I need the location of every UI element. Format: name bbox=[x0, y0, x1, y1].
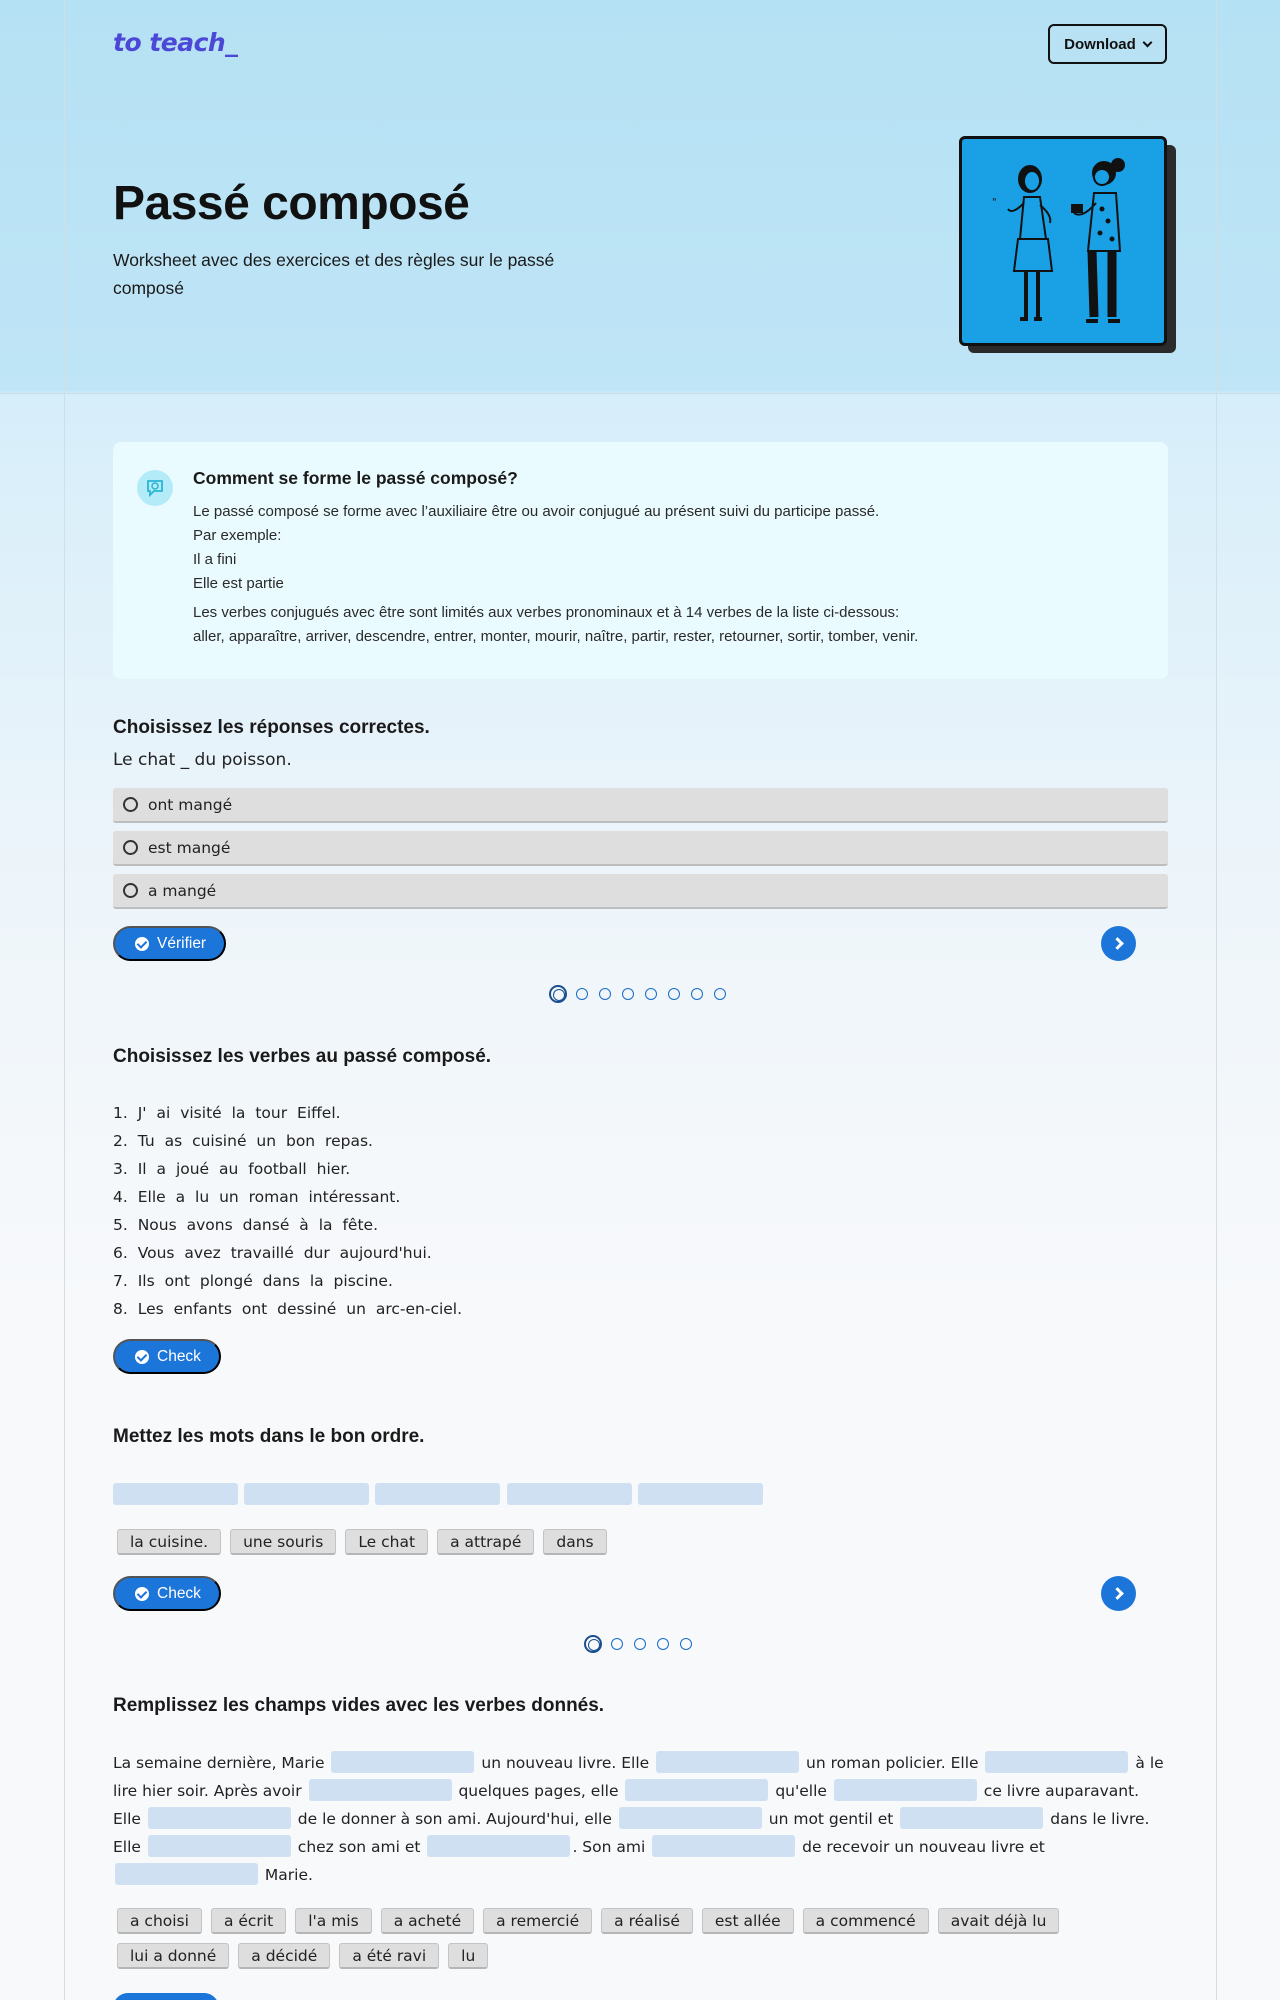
layout-guide-right bbox=[1216, 0, 1217, 2000]
rule-line: Il a fini bbox=[193, 551, 237, 568]
chevron-right-icon bbox=[1111, 1587, 1124, 1600]
text-part: ce livre auparavant. Elle bbox=[113, 1782, 1140, 1828]
check-circle-icon bbox=[135, 1587, 149, 1601]
verb-chip[interactable]: est allée bbox=[702, 1908, 794, 1934]
page-subtitle: Worksheet avec des exercices et des règles sur le passé composé bbox=[113, 250, 555, 298]
check-label: Check bbox=[157, 1584, 201, 1602]
verb-chip[interactable]: l'a mis bbox=[295, 1908, 371, 1934]
speech-bubble-icon bbox=[137, 470, 173, 506]
pager-dot[interactable] bbox=[645, 988, 657, 1000]
blank-field[interactable] bbox=[115, 1863, 258, 1885]
next-question-button[interactable] bbox=[1101, 926, 1136, 961]
word-drop-slot[interactable] bbox=[507, 1483, 632, 1505]
verb-bank bbox=[117, 1908, 1167, 1969]
word-drop-slot[interactable] bbox=[638, 1483, 763, 1505]
blank-field[interactable] bbox=[619, 1807, 762, 1829]
verb-chip[interactable]: a commencé bbox=[803, 1908, 929, 1934]
hero-divider bbox=[0, 393, 1280, 394]
text-part: qu'elle bbox=[770, 1782, 832, 1800]
selectable-sentence[interactable]: 5. Nous avons dansé à la fête. bbox=[113, 1216, 378, 1234]
selectable-sentence[interactable]: 1. J' ai visité la tour Eiffel. bbox=[113, 1104, 341, 1122]
download-label: Download bbox=[1064, 35, 1136, 53]
word-chip[interactable]: dans bbox=[543, 1529, 606, 1555]
word-bank bbox=[117, 1529, 607, 1555]
blank-field[interactable] bbox=[625, 1779, 768, 1801]
two-people-talking-illustration bbox=[962, 139, 1167, 346]
blank-field[interactable] bbox=[985, 1751, 1128, 1773]
exercise4-title: Remplissez les champs vides avec les verbes donnés. bbox=[113, 1695, 605, 1716]
rule-line: Elle est partie bbox=[193, 575, 284, 592]
verb-chip[interactable]: avait déjà lu bbox=[938, 1908, 1060, 1934]
text-part: de recevoir un nouveau livre et bbox=[797, 1838, 1045, 1856]
fill-in-paragraph bbox=[113, 1749, 1168, 1889]
rule-title: Comment se forme le passé composé? bbox=[193, 468, 518, 488]
blank-field[interactable] bbox=[148, 1835, 291, 1857]
blank-field[interactable] bbox=[900, 1807, 1043, 1829]
word-chip[interactable]: a attrapé bbox=[437, 1529, 534, 1555]
verb-chip[interactable]: a acheté bbox=[381, 1908, 474, 1934]
site-logo[interactable]: to teach_ bbox=[113, 28, 238, 57]
selectable-sentence[interactable]: 2. Tu as cuisiné un bon repas. bbox=[113, 1132, 373, 1150]
pager-dot-active[interactable] bbox=[549, 985, 567, 1003]
blank-field[interactable] bbox=[309, 1779, 452, 1801]
pager-dot[interactable] bbox=[611, 1638, 623, 1650]
text-part: . Son ami bbox=[572, 1838, 651, 1856]
pager-dot[interactable] bbox=[691, 988, 703, 1000]
rule-line: Le passé composé se forme avec l’auxiliaire être ou avoir conjugué au présent suivi du participe passé. bbox=[193, 503, 880, 520]
word-chip[interactable]: une souris bbox=[230, 1529, 336, 1555]
verb-chip[interactable]: lu bbox=[448, 1943, 488, 1969]
pager-dot[interactable] bbox=[634, 1638, 646, 1650]
hero-illustration bbox=[959, 136, 1167, 346]
rule-line: aller, apparaître, arriver, descendre, entrer, monter, mourir, naître, partir, rester, retourner, sortir, tomber, venir. bbox=[193, 628, 919, 645]
radio-icon[interactable] bbox=[123, 883, 138, 898]
selectable-sentence[interactable]: 8. Les enfants ont dessiné un arc-en-ciel. bbox=[113, 1300, 463, 1318]
pager-dot[interactable] bbox=[599, 988, 611, 1000]
pager-dot[interactable] bbox=[576, 988, 588, 1000]
blank-field[interactable] bbox=[427, 1835, 570, 1857]
text-part: un roman policier. Elle bbox=[801, 1754, 984, 1772]
option-label: ont mangé bbox=[148, 795, 233, 814]
word-drop-slot[interactable] bbox=[113, 1483, 238, 1505]
svg-text:": " bbox=[992, 197, 997, 208]
check-label: Check bbox=[157, 1347, 201, 1365]
blank-field[interactable] bbox=[331, 1751, 474, 1773]
word-chip[interactable]: Le chat bbox=[345, 1529, 428, 1555]
exercise3-pager bbox=[584, 1635, 692, 1653]
verb-chip[interactable]: a remercié bbox=[483, 1908, 592, 1934]
pager-dot-active[interactable] bbox=[584, 1635, 602, 1653]
text-part: à le lire hier soir. Après avoir bbox=[113, 1754, 1164, 1800]
text-part: de le donner à son ami. Aujourd'hui, elle bbox=[292, 1810, 617, 1828]
blank-field[interactable] bbox=[656, 1751, 799, 1773]
chevron-down-icon bbox=[1142, 37, 1152, 47]
pager-dot[interactable] bbox=[714, 988, 726, 1000]
sentence-list bbox=[113, 1099, 462, 1323]
rule-line: Les verbes conjugués avec être sont limités aux verbes pronominaux et à 14 verbes de la liste ci-dessous: bbox=[193, 604, 900, 621]
download-button[interactable] bbox=[1048, 24, 1167, 64]
word-drop-slot[interactable] bbox=[375, 1483, 500, 1505]
selectable-sentence[interactable]: 6. Vous avez travaillé dur aujourd'hui. bbox=[113, 1244, 432, 1262]
text-part: chez son ami et bbox=[292, 1838, 426, 1856]
exercise1-pager bbox=[549, 985, 726, 1003]
text-part: Marie. bbox=[260, 1866, 313, 1884]
rule-body bbox=[193, 500, 1143, 649]
option-label: a mangé bbox=[148, 881, 217, 900]
verify-label: Vérifier bbox=[157, 934, 207, 952]
layout-guide-left bbox=[64, 0, 65, 2000]
selectable-sentence[interactable]: 7. Ils ont plongé dans la piscine. bbox=[113, 1272, 393, 1290]
check-button-partial[interactable] bbox=[113, 1993, 219, 2000]
answer-option[interactable] bbox=[113, 788, 1168, 823]
verb-chip[interactable]: a choisi bbox=[117, 1908, 202, 1934]
exercise3-title: Mettez les mots dans le bon ordre. bbox=[113, 1426, 425, 1447]
blank-field[interactable] bbox=[834, 1779, 977, 1801]
verb-chip[interactable]: a décidé bbox=[238, 1943, 330, 1969]
exercise1-question: Le chat _ du poisson. bbox=[113, 750, 292, 770]
verify-button[interactable] bbox=[113, 926, 226, 961]
answer-option[interactable] bbox=[113, 874, 1168, 909]
verb-chip[interactable]: a écrit bbox=[211, 1908, 286, 1934]
verb-chip[interactable]: a réalisé bbox=[601, 1908, 693, 1934]
answer-option[interactable] bbox=[113, 831, 1168, 866]
selectable-sentence[interactable]: 3. Il a joué au football hier. bbox=[113, 1160, 351, 1178]
selectable-sentence[interactable]: 4. Elle a lu un roman intéressant. bbox=[113, 1188, 401, 1206]
word-chip[interactable]: la cuisine. bbox=[117, 1529, 221, 1555]
radio-icon[interactable] bbox=[123, 840, 138, 855]
text-part: quelques pages, elle bbox=[453, 1782, 624, 1800]
pager-dot[interactable] bbox=[657, 1638, 669, 1650]
grammar-rule-box bbox=[113, 442, 1168, 679]
pager-dot[interactable] bbox=[680, 1638, 692, 1650]
text-part: dans le livre. Elle bbox=[113, 1810, 1150, 1856]
pager-dot[interactable] bbox=[668, 988, 680, 1000]
chevron-right-icon bbox=[1111, 937, 1124, 950]
verb-chip[interactable]: a été ravi bbox=[339, 1943, 439, 1969]
blank-field[interactable] bbox=[652, 1835, 795, 1857]
text-part: un mot gentil et bbox=[763, 1810, 899, 1828]
check-button[interactable] bbox=[113, 1576, 221, 1611]
exercise1-title: Choisissez les réponses correctes. bbox=[113, 717, 430, 738]
rule-line: Par exemple: bbox=[193, 527, 282, 544]
text-part: un nouveau livre. Elle bbox=[476, 1754, 655, 1772]
check-circle-icon bbox=[135, 937, 149, 951]
verb-chip[interactable]: lui a donné bbox=[117, 1943, 229, 1969]
option-label: est mangé bbox=[148, 838, 231, 857]
pager-dot[interactable] bbox=[622, 988, 634, 1000]
check-button[interactable] bbox=[113, 1339, 221, 1374]
check-circle-icon bbox=[135, 1350, 149, 1364]
exercise2-title: Choisissez les verbes au passé composé. bbox=[113, 1046, 492, 1067]
word-drop-slot[interactable] bbox=[244, 1483, 369, 1505]
radio-icon[interactable] bbox=[123, 797, 138, 812]
page-title: Passé composé bbox=[113, 177, 470, 230]
text-part: La semaine dernière, Marie bbox=[113, 1754, 330, 1772]
blank-field[interactable] bbox=[148, 1807, 291, 1829]
next-question-button[interactable] bbox=[1101, 1576, 1136, 1611]
